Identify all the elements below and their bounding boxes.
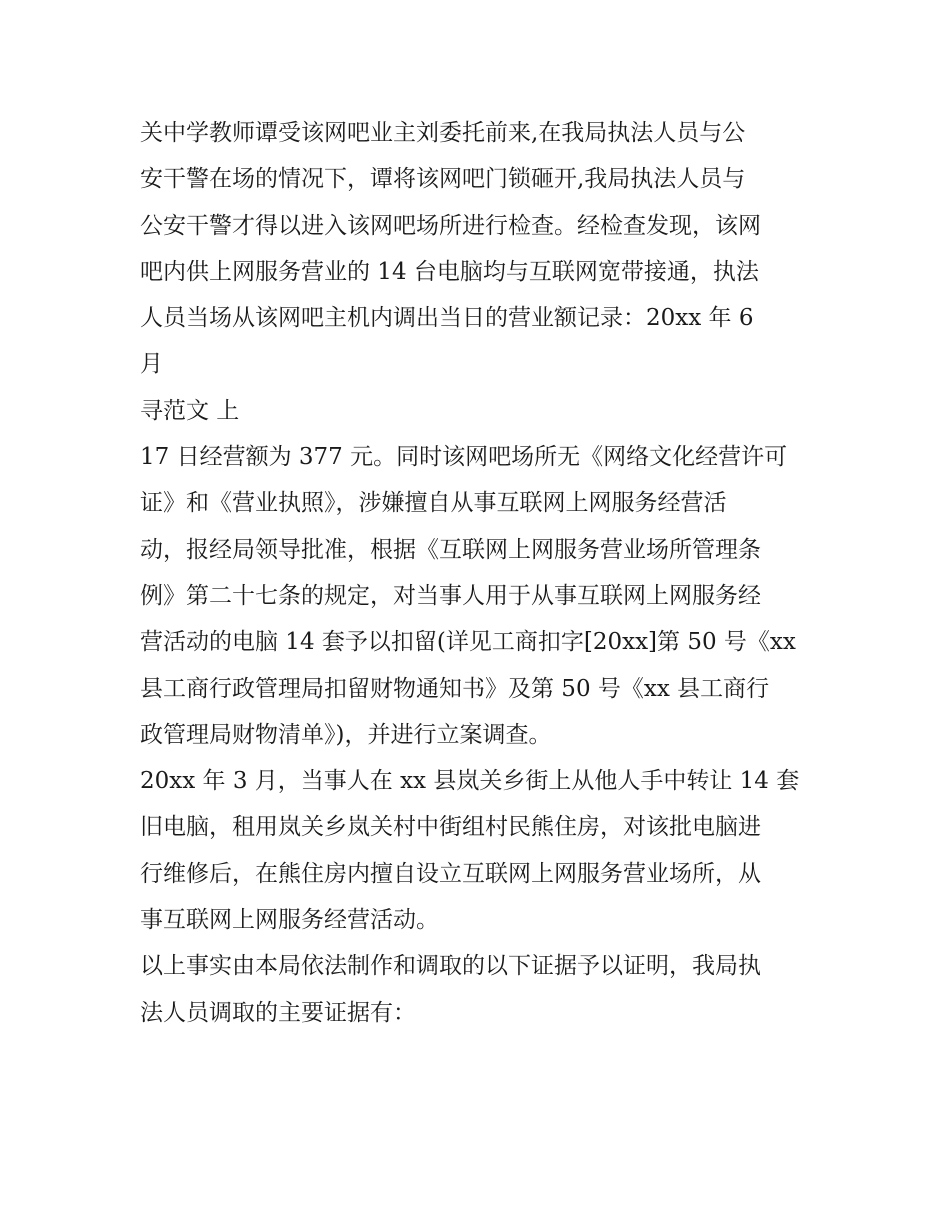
text-line: 例》第二十七条的规定，对当事人用于从事互联网上网服务经 — [140, 582, 761, 609]
text-line: 月 — [140, 351, 163, 378]
text-line: 20xx 年 3 月，当事人在 xx 县岚关乡街上从他人手中转让 14 套 — [140, 768, 800, 795]
text-line: 安干警在场的情况下，谭将该网吧门锁砸开,我局执法人员与 — [140, 166, 746, 193]
text-line: 事互联网上网服务经营活动。 — [140, 907, 439, 934]
text-line: 营活动的电脑 14 套予以扣留(详见工商扣字[20xx]第 50 号《xx — [140, 629, 796, 656]
text-line: 政管理局财物清单》)，并进行立案调查。 — [140, 721, 552, 748]
text-line: 旧电脑，租用岚关乡岚关村中街组村民熊住房，对该批电脑进 — [140, 814, 761, 841]
text-line: 17 日经营额为 377 元。同时该网吧场所无《网络文化经营许可 — [140, 444, 788, 471]
text-line: 公安干警才得以进入该网吧场所进行检查。经检查发现，该网 — [140, 212, 761, 239]
text-line: 证》和《营业执照》，涉嫌擅自从事互联网上网服务经营活 — [140, 490, 727, 517]
text-line: 县工商行政管理局扣留财物通知书》及第 50 号《xx 县工商行 — [140, 675, 770, 702]
text-line: 以上事实由本局依法制作和调取的以下证据予以证明，我局执 — [140, 953, 761, 980]
text-line: 动，报经局领导批准，根据《互联网上网服务营业场所管理条 — [140, 536, 761, 563]
text-line: 吧内供上网服务营业的 14 台电脑均与互联网宽带接通，执法 — [140, 258, 759, 285]
document-body — [140, 110, 820, 1036]
text-line: 法人员调取的主要证据有： — [140, 999, 416, 1026]
text-line: 关中学教师谭受该网吧业主刘委托前来,在我局执法人员与公 — [140, 120, 746, 146]
text-line: 寻范文 上 — [140, 397, 240, 424]
text-line: 人员当场从该网吧主机内调出当日的营业额记录：20xx 年 6 — [140, 305, 754, 332]
text-line: 行维修后，在熊住房内擅自设立互联网上网服务营业场所，从 — [140, 860, 761, 887]
